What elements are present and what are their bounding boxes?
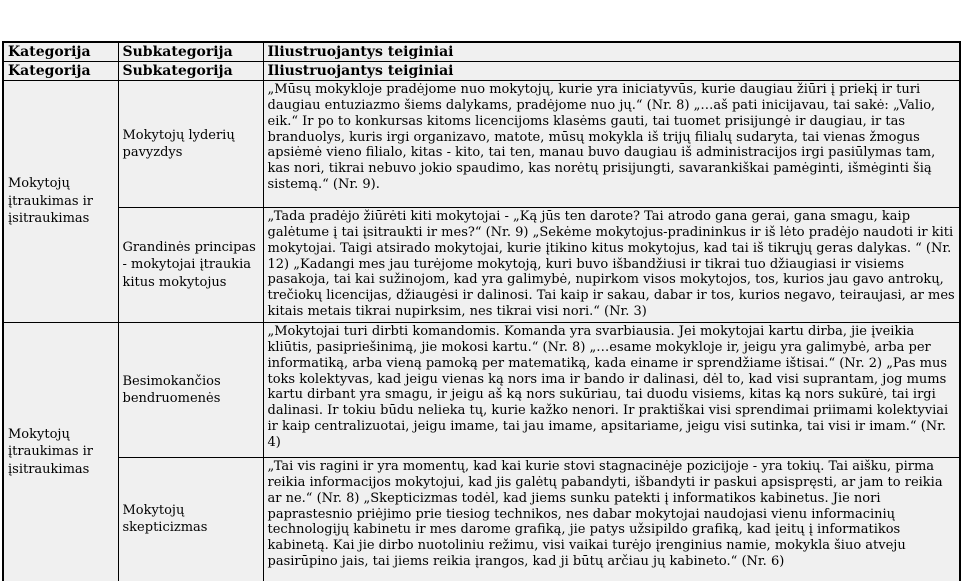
header-cell-subkategorija: Subkategorija — [118, 62, 263, 81]
quote-cell: „Mokytojai turi dirbti komandomis. Komanda yra svarbiausia. Jei mokytojai kartu dirba, jie įveikia kliūtis, pasipriešinimą, jie mokosi kartu.“ (Nr. 8) „…esame mokykloje ir, jeigu yra galimybė, arba per informatiką, arba vieną pamoką per matematiką, kada einame ir sprendžiame ištisai.“ (Nr. 2) „Pas mus toks kolektyvas, kad jeigu vienas ką nors ima ir bando ir dalinasi, dėl to, kad visi suprantam, jog mums kartu dirbant yra smagu, ir jeigu aš ką nors sukūriau, tai duodu visiems, kitas ką nors sukūrė, tai irgi dalinasi. Ir tokiu būdu nelieka tų, kurie kažko nenori. Ir praktiškai visi sprendimai priimami kolektyviai ir kaip centralizuotai, jeigu imame, tai jau imame, apsitariame, jeigu visi sutinka, tai visi ir imam.“ (Nr. 4) — [263, 323, 960, 458]
header-cell-subkategorija: Subkategorija — [118, 42, 263, 62]
subcategory-cell: Mokytojų lyderių pavyzdys — [118, 81, 263, 208]
subcategory-cell: Grandinės principas - mokytojai įtraukia kitus mokytojus — [118, 208, 263, 323]
table-row — [3, 81, 960, 208]
header-cell-kategorija: Kategorija — [3, 62, 118, 81]
category-cell: Mokytojų įtraukimas ir įsitraukimas — [3, 81, 118, 323]
table-row — [3, 458, 960, 581]
table-row — [3, 208, 960, 323]
header-row-2 — [3, 62, 960, 81]
quote-cell: „Tada pradėjo žiūrėti kiti mokytojai - „Ką jūs ten darote? Tai atrodo gana gerai, gana smagu, kaip galėtume į tai įsitraukti ir mes?“ (Nr. 9) „Sekėme mokytojus-pradininkus ir iš lėto pradėjo naudoti ir kiti mokytojai. Taigi atsirado mokytojai, kurie įtikino kitus mokytojus, kad tai iš tikrųjų geras dalykas. “ (Nr. 12) „Kadangi mes jau turėjome mokytoją, kuri buvo išbandžiusi ir tikrai tuo džiaugiasi ir visiems pasakoja, tai kai sužinojom, kad yra galimybė, nupirkom visos mokytojos, tos, kurios jau gavo antrokų, trečiokų licencijas, džiaugėsi ir dalinosi. Tai kaip ir sakau, dabar ir tos, kurios negavo, teiraujasi, ar mes kitais metais tikrai nupirksim, nes tikrai visi nori.“ (Nr. 3) — [263, 208, 960, 323]
subcategory-cell: Mokytojų skepticizmas — [118, 458, 263, 581]
categories-table — [2, 41, 961, 581]
category-cell: Mokytojų įtraukimas ir įsitraukimas — [3, 323, 118, 581]
subcategory-cell: Besimokančios bendruomenės — [118, 323, 263, 458]
header-cell-kategorija: Kategorija — [3, 42, 118, 62]
header-row-1 — [3, 42, 960, 62]
header-cell-teiginiai: Iliustruojantys teiginiai — [263, 62, 960, 81]
quote-cell: „Mūsų mokykloje pradėjome nuo mokytojų, kurie yra iniciatyvūs, kurie daugiau žiūri į priekį ir turi daugiau entuziazmo šiems dalykams, pradėjome nuo jų.“ (Nr. 8) „…aš pati inicijavau, tai sakė: „Valio, eik.“ Ir po to konkursas kitoms licencijoms klasėms gauti, tai tuomet prisijungė ir daugiau, ir tas branduolys, kuris irgi organizavo, matote, mūsų mokykla iš trijų filialų sudaryta, tai vienas žmogus apsiėmė vieno filialo, kitas - kito, tai ten, manau buvo daugiau iš administracijos irgi pasiūlymas tam, kas nori, tikrai nebuvo jokio spaudimo, kas norėtų prisijungti, savarankiškai pamėginti, išmėginti šią sistemą.“ (Nr. 9). — [263, 81, 960, 208]
quote-cell: „Tai vis ragini ir yra momentų, kad kai kurie stovi stagnacinėje pozicijoje - yra tokių. Tai aišku, pirma reikia informacijos mokytojui, kad jis galėtų pabandyti, išbandyti ir paskui apsispręsti, ar jam to reikia ar ne.“ (Nr. 8) „Skepticizmas todėl, kad jiems sunku patekti į informatikos kabinetus. Jie nori paprastesnio priėjimo prie tiesiog technikos, nes dabar mokytojai naudojasi vienu informacinių technologijų kabinetu ir mes darome grafiką, jie patys užsipildo grafiką, kad įeitų į informatikos kabinetą. Kai jie dirbo nuotoliniu režimu, visi vaikai turėjo įrenginius namie, mokykla šiuo atveju pasirūpino jais, tai jiems reikia įrangos, kad ji būtų arčiau jų kabineto.“ (Nr. 6) — [263, 458, 960, 581]
header-cell-teiginiai: Iliustruojantys teiginiai — [263, 42, 960, 62]
table-row — [3, 323, 960, 458]
